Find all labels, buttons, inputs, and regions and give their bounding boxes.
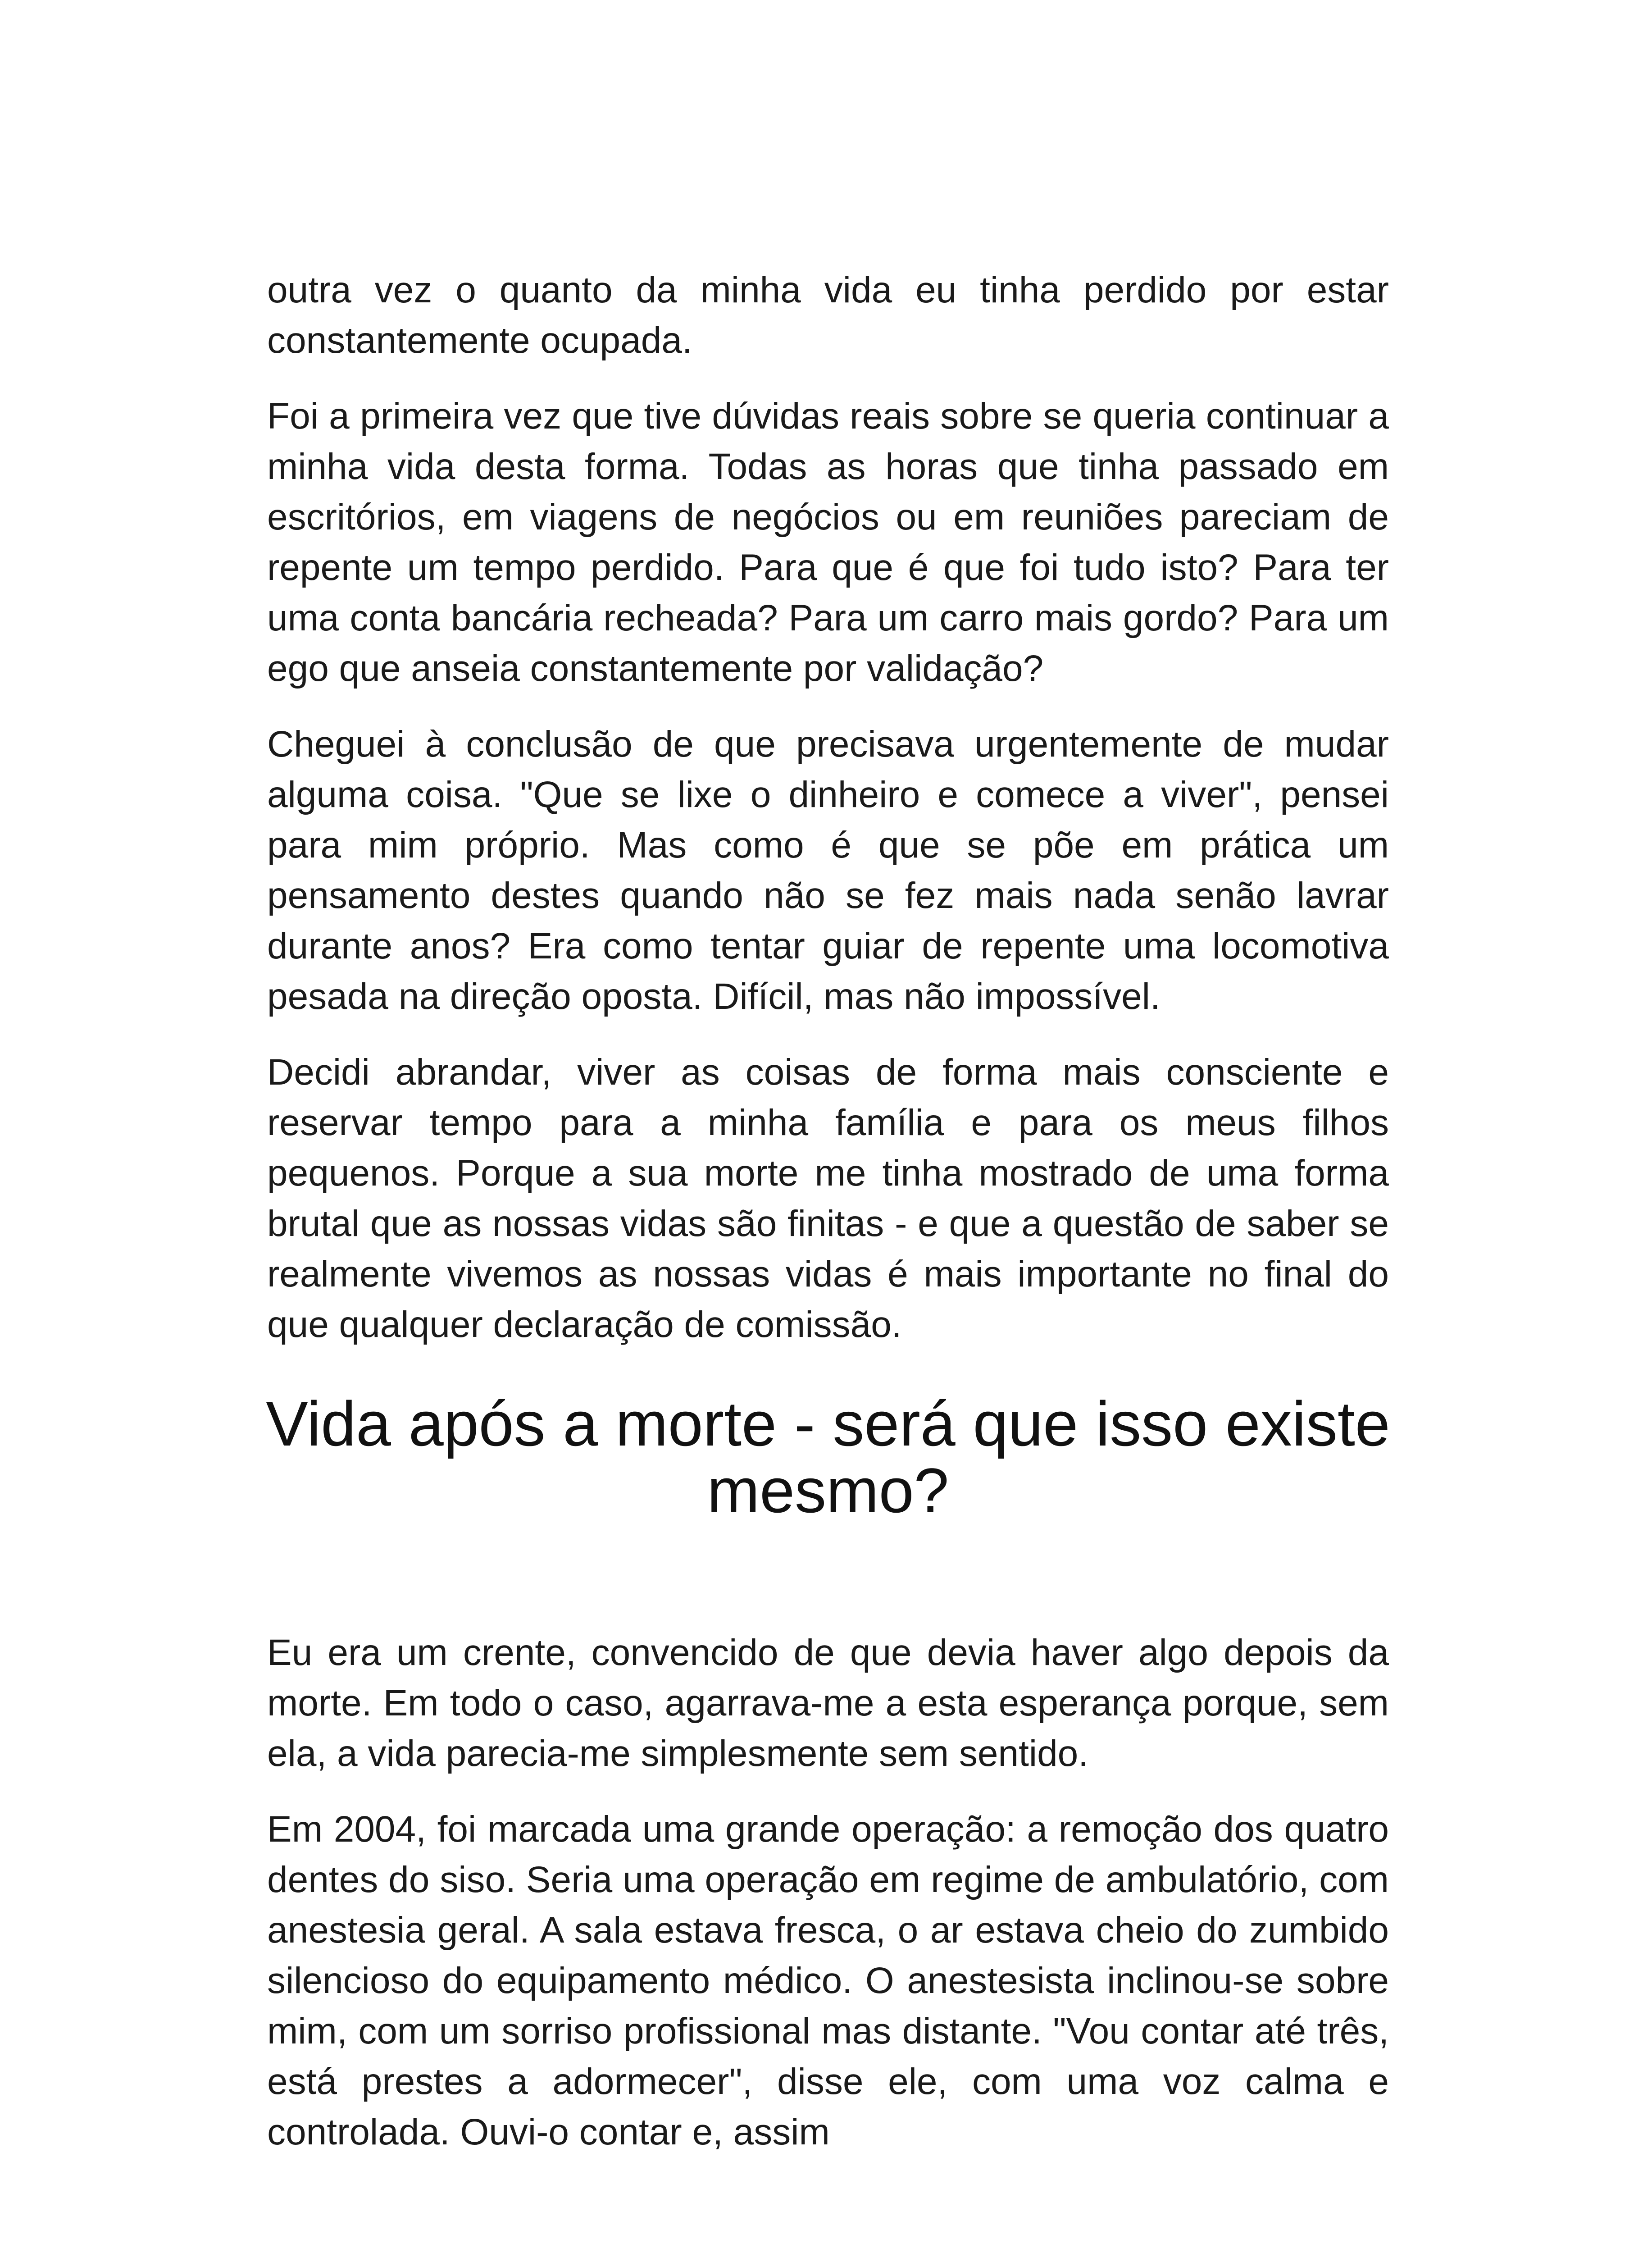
paragraph: Cheguei à conclusão de que precisava urgentemente de mudar alguma coisa. "Que se lixe o dinheiro e comece a viver", pensei para mim próprio. Mas como é que se põe em prática um pensamento destes quando não se fez mais nada senão lavrar durante anos? Era como tentar guiar de repente uma locomotiva pesada na direção oposta. Difícil, mas não impossível. <box>267 724 1389 1017</box>
section-heading: Vida após a morte - será que isso existe mesmo? <box>266 1388 1390 1526</box>
paragraph: outra vez o quanto da minha vida eu tinha perdido por estar constantemente ocupada. <box>267 269 1389 361</box>
paragraph: Em 2004, foi marcada uma grande operação: a remoção dos quatro dentes do siso. Seria uma operação em regime de ambulatório, com anestesia geral. A sala estava fresca, o ar estava cheio do zumbido silencioso do equipamento médico. O anestesista inclinou-se sobre mim, com um sorriso profissional mas distante. "Vou contar até três, está prestes a adormecer", disse ele, com uma voz calma e controlada. Ouvi-o contar e, assim <box>267 1809 1389 2153</box>
text-column <box>267 265 1389 2157</box>
paragraph: Eu era um crente, convencido de que devia haver algo depois da morte. Em todo o caso, agarrava-me a esta esperança porque, sem ela, a vida parecia-me simplesmente sem sentido. <box>267 1632 1389 1774</box>
paragraph: Decidi abrandar, viver as coisas de forma mais consciente e reservar tempo para a minha família e para os meus filhos pequenos. Porque a sua morte me tinha mostrado de uma forma brutal que as nossas vidas são finitas - e que a questão de saber se realmente vivemos as nossas vidas é mais importante no final do que qualquer declaração de comissão. <box>267 1052 1389 1345</box>
paragraph: Foi a primeira vez que tive dúvidas reais sobre se queria continuar a minha vida desta forma. Todas as horas que tinha passado em escritórios, em viagens de negócios ou em reuniões pareciam de repente um tempo perdido. Para que é que foi tudo isto? Para ter uma conta bancária recheada? Para um carro mais gordo? Para um ego que anseia constantemente por validação? <box>267 396 1389 689</box>
